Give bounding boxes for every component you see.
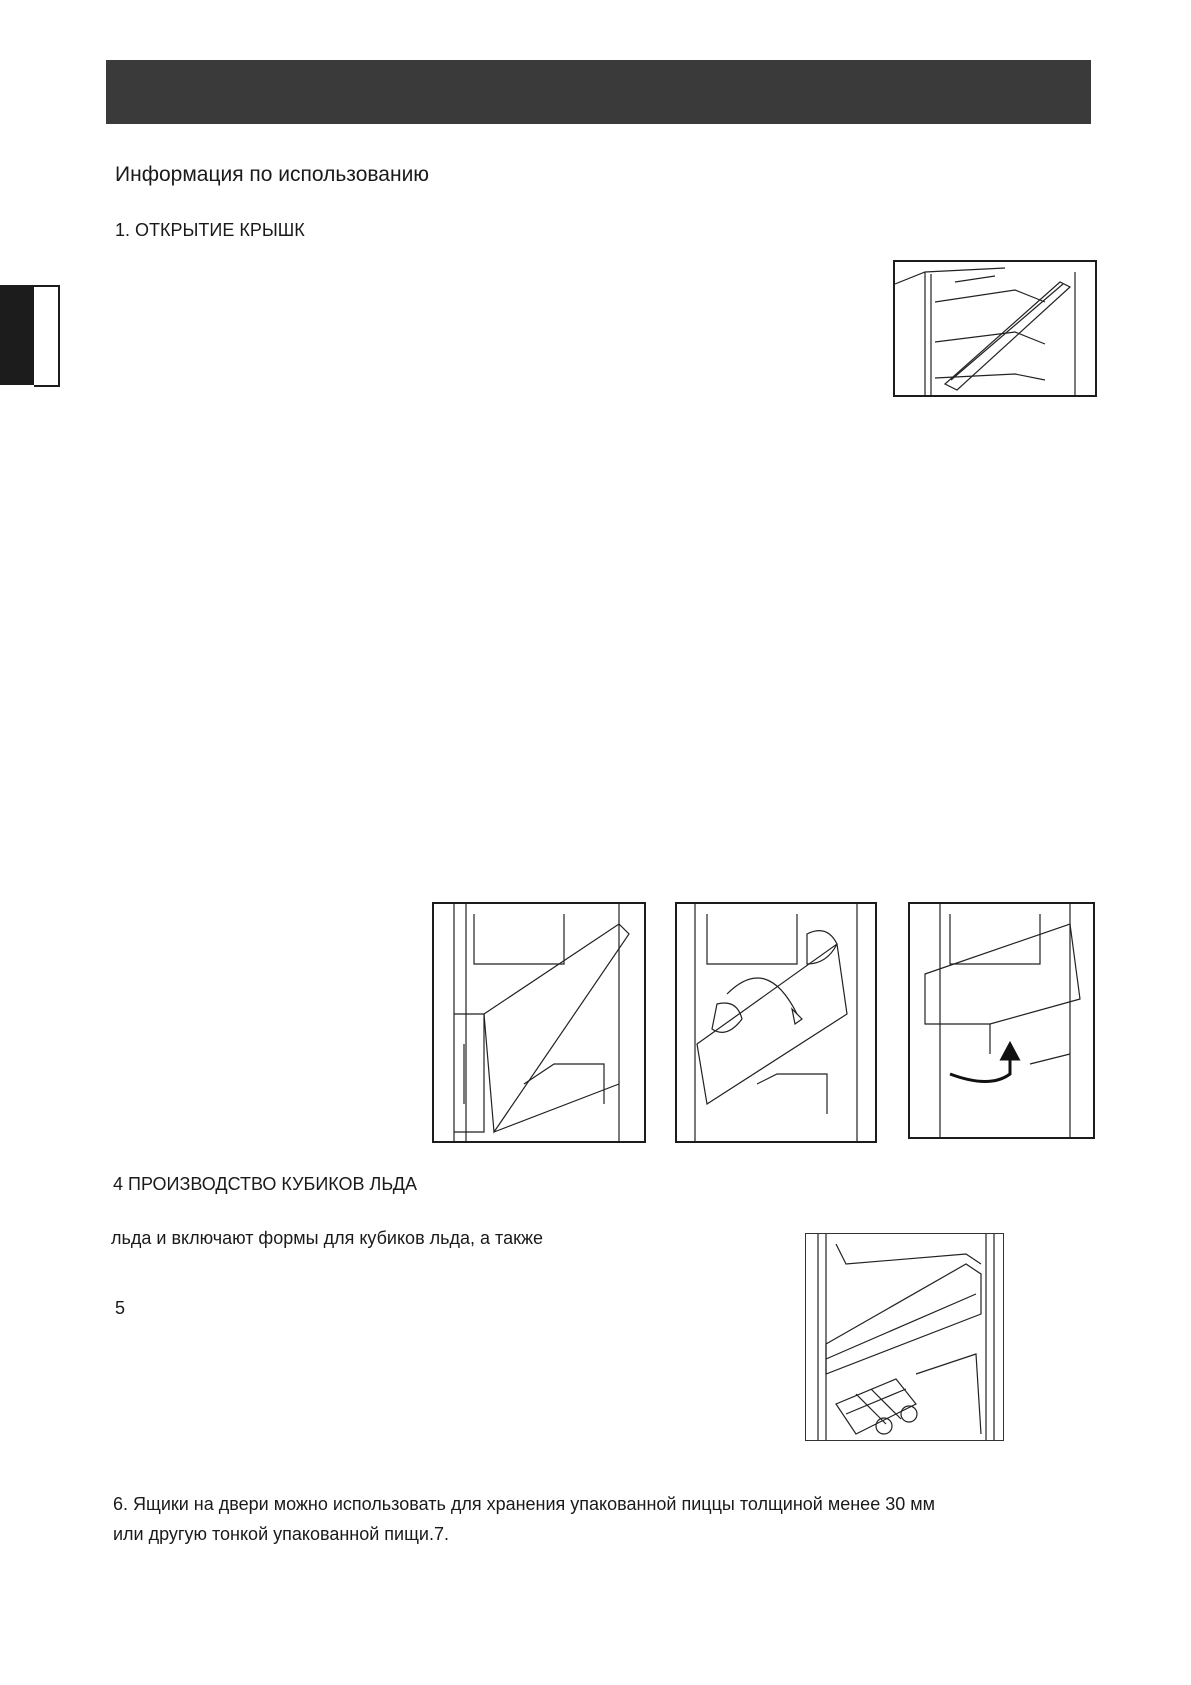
side-tab-black <box>0 285 34 385</box>
side-tab-white <box>34 285 60 387</box>
section-4-heading: 4 ПРОИЗВОДСТВО КУБИКОВ ЛЬДА <box>113 1174 417 1194</box>
section-6-line-2: или другую тонкой упакованной пищи.7. <box>113 1524 449 1544</box>
figure-drawer-lift <box>675 902 877 1143</box>
drawer-illustration-1 <box>434 904 644 1141</box>
figure-drawer-remove <box>908 902 1095 1139</box>
drawer-illustration-3 <box>910 904 1093 1137</box>
header-bar <box>106 60 1091 124</box>
section-6-line-1: 6. Ящики на двери можно использовать для хранения упакованной пиццы толщиной менее 30 мм <box>113 1494 935 1514</box>
section-4-text: льда и включают формы для кубиков льда, а также <box>111 1228 544 1248</box>
section-5-heading: 5 <box>115 1298 126 1318</box>
drawer-illustration-2 <box>677 904 875 1141</box>
lid-illustration <box>895 262 1095 395</box>
figure-drawer-front <box>432 902 646 1143</box>
ice-tray-illustration <box>806 1234 1003 1440</box>
page-title: Информация по использованию <box>115 163 430 186</box>
figure-lid-opening <box>893 260 1097 397</box>
section-1-heading: 1. ОТКРЫТИЕ КРЫШК <box>115 220 305 240</box>
language-side-tab <box>0 285 60 385</box>
figure-ice-tray <box>805 1233 1004 1441</box>
